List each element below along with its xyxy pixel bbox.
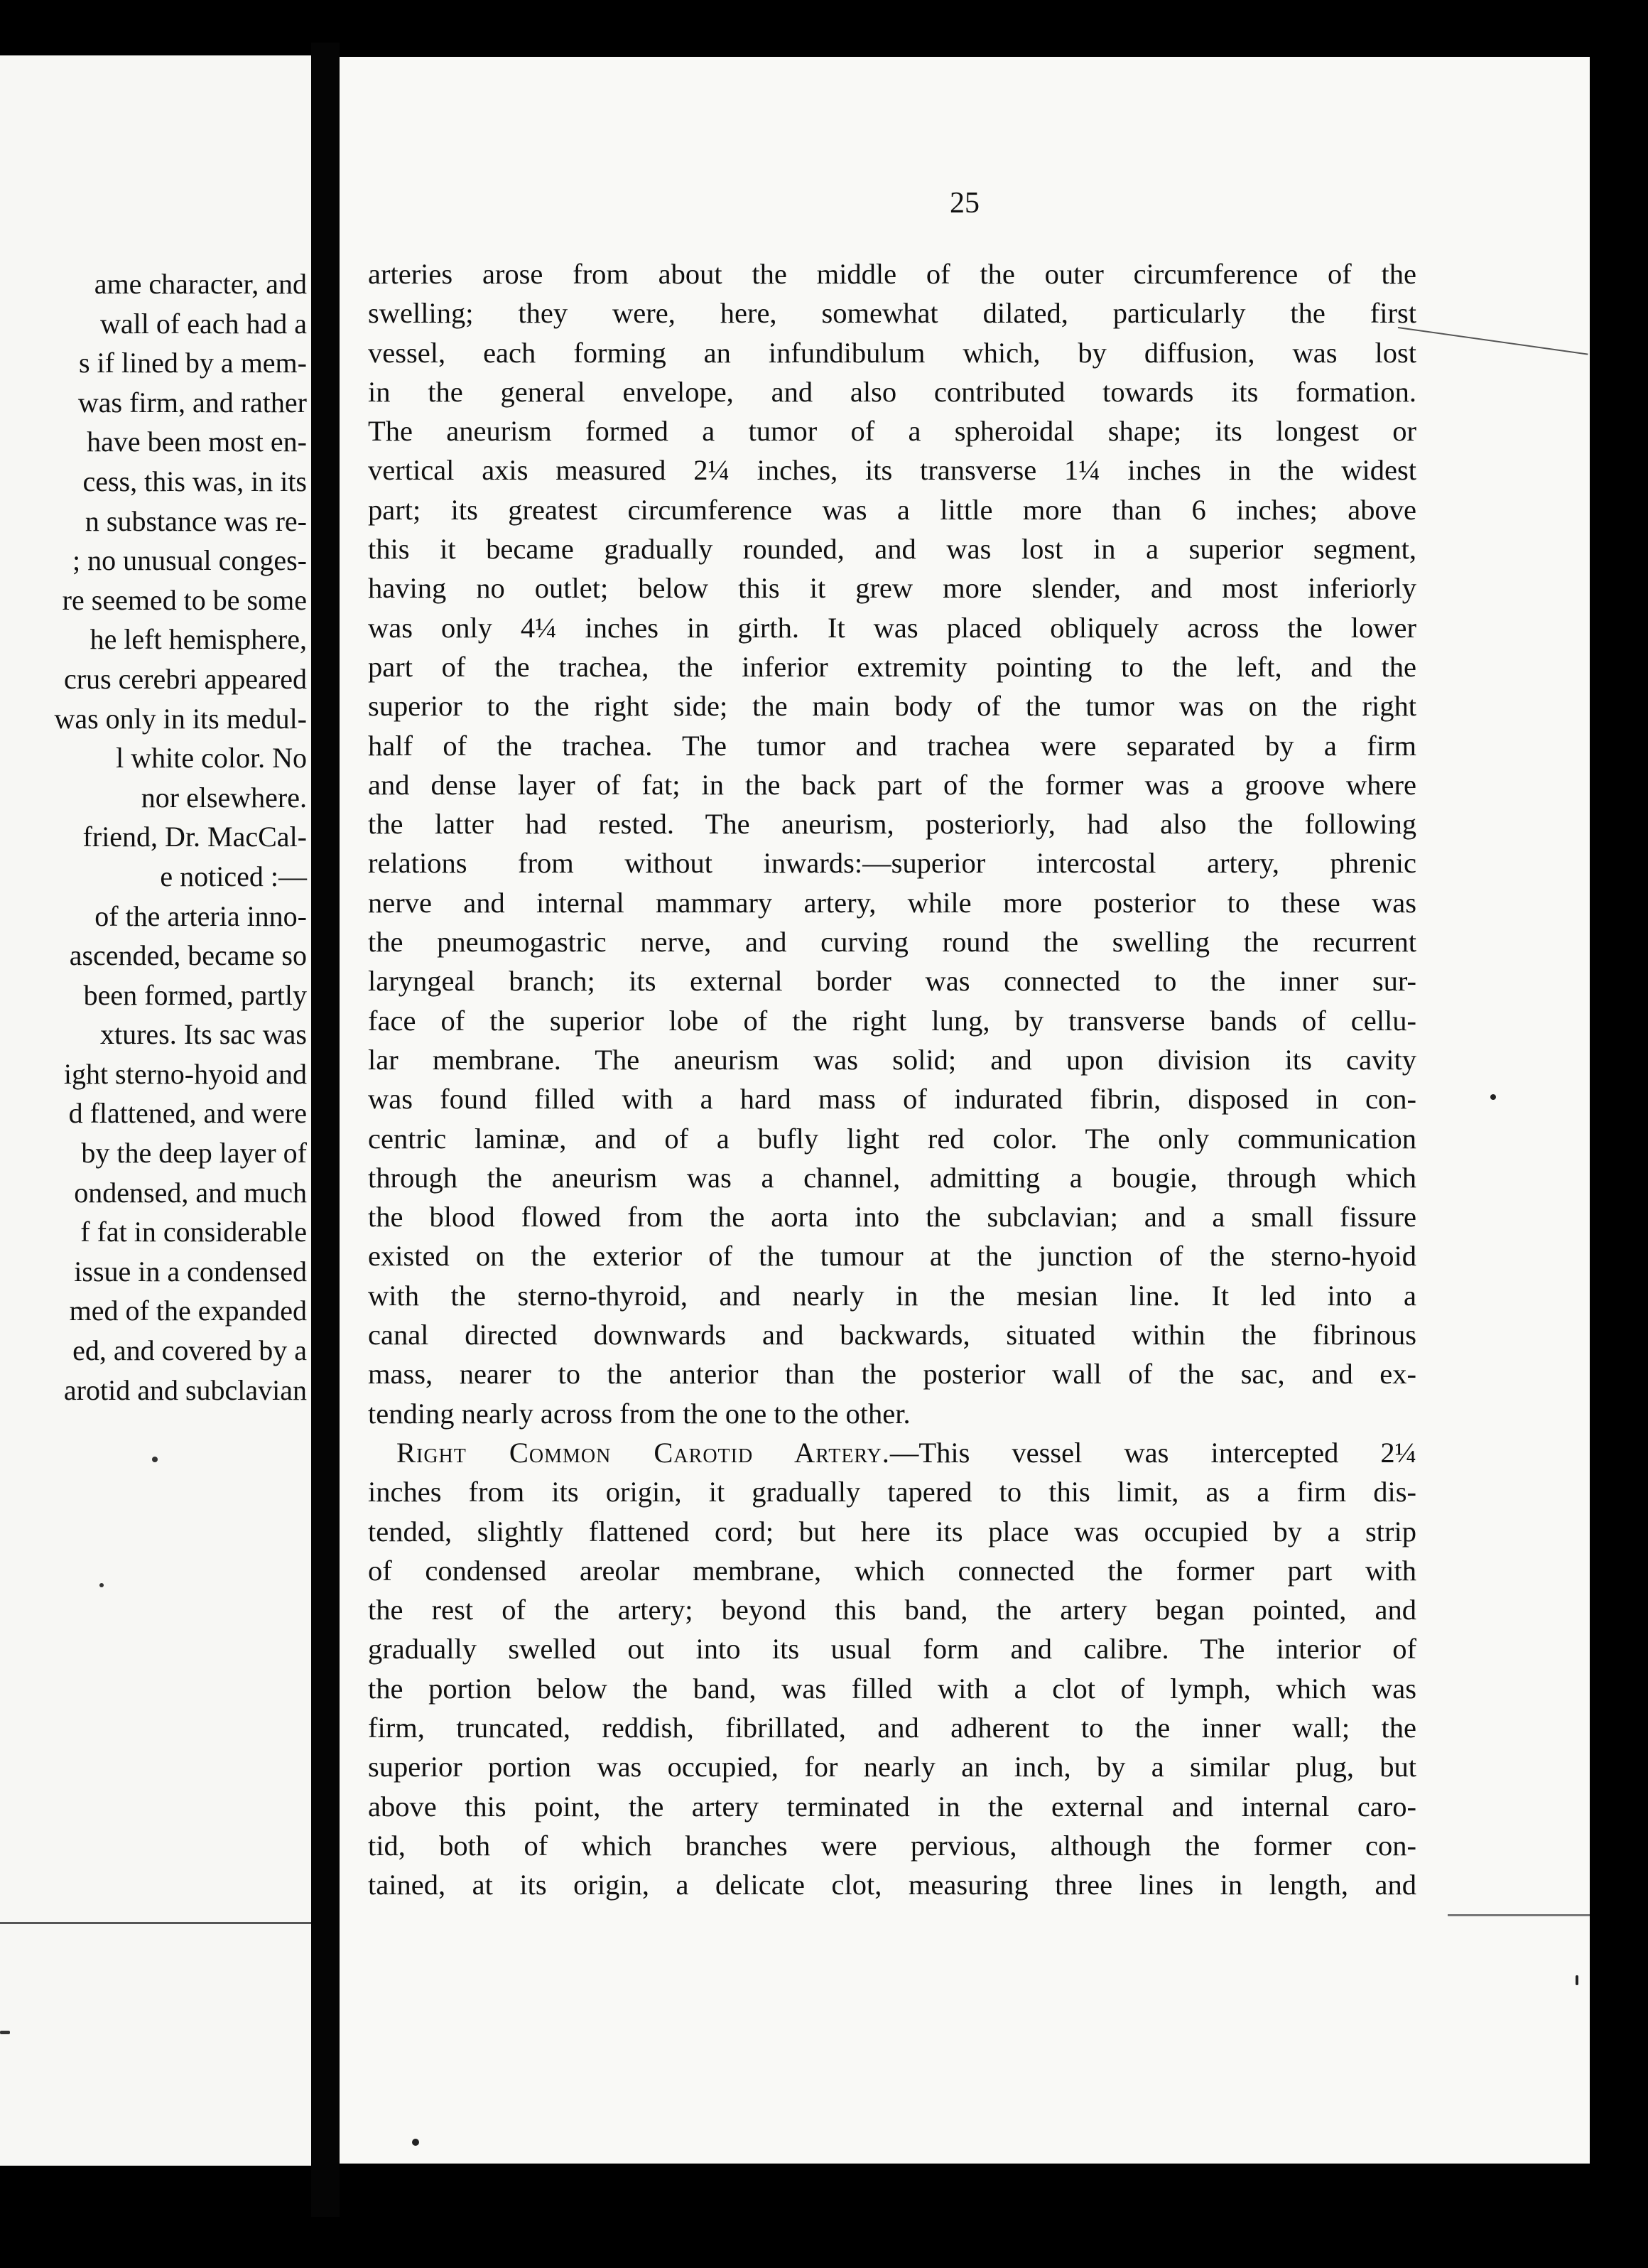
previous-page-text [0,264,311,1410]
text-line: above this point, the artery terminated in the external and internal caro- [368,1790,1416,1822]
text-line: ; no unusual conges- [72,544,307,577]
text-line: of condensed areolar membrane, which connected the former part with [368,1554,1416,1587]
page-edge-rule [1448,1914,1590,1916]
text-line: e noticed :— [160,860,307,892]
text-line: having no outlet; below this it grew more slender, and most inferiorly [368,572,1416,605]
text-line: tid, both of which branches were pervious, although the former con- [368,1829,1416,1862]
text-line: issue in a condensed [74,1255,307,1287]
ink-speck [412,2139,419,2146]
text-line: vertical axis measured 2¼ inches, its transverse 1¼ inches in the widest [368,454,1416,487]
text-line: ed, and covered by a [72,1334,307,1367]
text-line: the rest of the artery; beyond this band, the artery began pointed, and [368,1594,1416,1626]
current-page [340,57,1590,2164]
text-line: gradually swelled out into its usual form and calibre. The interior of [368,1633,1416,1665]
page-edge-rule [0,1922,311,1924]
text-line: nerve and internal mammary artery, while more posterior to these was [368,886,1416,919]
text-line: half of the trachea. The tumor and trachea were separated by a firm [368,729,1416,762]
text-line: was only 4¼ inches in girth. It was placed obliquely across the lower [368,611,1416,644]
text-line: xtures. Its sac was [99,1018,307,1051]
text-line: tained, at its origin, a delicate clot, measuring three lines in length, and [368,1869,1416,1901]
text-line: The aneurism formed a tumor of a spheroidal shape; its longest or [368,415,1416,448]
page-body-text [368,254,1416,1904]
page-number: 25 [950,187,980,220]
text-line: ight sterno-hyoid and [63,1057,307,1090]
scan-border [0,2217,1648,2268]
text-line: laryngeal branch; its external border was connected to the inner sur- [368,965,1416,998]
text-line: face of the superior lobe of the right lung, by transverse bands of cellu- [368,1004,1416,1037]
text-line: ame character, and [94,268,307,300]
text-line: firm, truncated, reddish, fibrillated, and adherent to the inner wall; the [368,1711,1416,1744]
text-line: med of the expanded [69,1295,307,1327]
text-line: the blood flowed from the aorta into the subclavian; and a small fissure [368,1201,1416,1233]
text-line: the latter had rested. The aneurism, posteriorly, had also the following [368,808,1416,841]
text-line: n substance was re- [85,504,307,537]
text-line: and dense layer of fat; in the back part of the former was a groove where [368,768,1416,801]
text-line: arteries arose from about the middle of the outer circumference of the [368,258,1416,290]
text-line: arotid and subclavian [63,1373,307,1406]
section-heading: Right Common Carotid Artery. [396,1436,890,1469]
text-line: friend, Dr. MacCal- [82,821,307,853]
text-line: existed on the exterior of the tumour at the junction of the sterno-hyoid [368,1240,1416,1273]
text-line: was found filled with a hard mass of indurated fibrin, disposed in con- [368,1083,1416,1116]
text-line: s if lined by a mem- [78,347,307,379]
ink-speck [1490,1094,1496,1100]
text-line: cess, this was, in its [82,465,307,497]
text-line: was only in its medul- [54,702,307,735]
text-line: crus cerebri appeared [64,662,307,695]
text-line: part of the trachea, the inferior extremity pointing to the left, and the [368,650,1416,683]
text-line: canal directed downwards and backwards, situated within the fibrinous [368,1319,1416,1351]
text-line: tended, slightly flattened cord; but here its place was occupied by a strip [368,1515,1416,1548]
ink-speck [1576,1975,1578,1985]
text-line: inches from its origin, it gradually tapered to this limit, as a firm dis- [368,1476,1416,1508]
text-line: of the arteria inno- [94,900,307,932]
text-line: been formed, partly [83,978,307,1011]
binding-gutter [311,43,340,2217]
text-line: swelling; they were, here, somewhat dilated, particularly the first [368,297,1416,330]
text-line: he left hemisphere, [90,623,307,656]
text-line: mass, nearer to the anterior than the posterior wall of the sac, and ex- [368,1358,1416,1390]
text-line: by the deep layer of [81,1137,307,1170]
text-line: ondensed, and much [74,1176,307,1209]
text-line: part; its greatest circumference was a little more than 6 inches; above [368,493,1416,526]
text-line: this it became gradually rounded, and was lost in a superior segment, [368,533,1416,566]
text-line: the portion below the band, was filled with a clot of lymph, which was [368,1672,1416,1705]
section-first-line [368,1433,1416,1472]
text-line: superior to the right side; the main body of the tumor was on the right [368,690,1416,723]
text-line: tending nearly across from the one to the other. [368,1397,911,1430]
text-line: through the aneurism was a channel, admitting a bougie, through which [368,1161,1416,1194]
ink-speck [0,2031,10,2034]
text-line: was firm, and rather [77,386,307,418]
text-line: re seemed to be some [62,583,307,616]
text-line: nor elsewhere. [141,781,307,814]
text-line: centric laminæ, and of a bufly light red color. The only communication [368,1122,1416,1155]
text-line: in the general envelope, and also contributed towards its formation. [368,375,1416,408]
text-line: superior portion was occupied, for nearly an inch, by a similar plug, but [368,1751,1416,1783]
section-heading-continuation: —This vessel was intercepted 2¼ [889,1436,1416,1469]
text-line: vessel, each forming an infundibulum which, by diffusion, was lost [368,336,1416,369]
ink-speck [99,1583,104,1587]
text-line: wall of each had a [100,307,307,340]
text-line: l white color. No [116,742,307,774]
stray-mark [1398,327,1588,355]
text-line: lar membrane. The aneurism was solid; and upon division its cavity [368,1043,1416,1076]
text-line: have been most en- [87,426,307,458]
text-line: with the sterno-thyroid, and nearly in the mesian line. It led into a [368,1279,1416,1312]
ink-speck [152,1457,158,1462]
previous-page-fragment [0,55,311,2166]
text-line: f fat in considerable [80,1216,307,1248]
text-line: the pneumogastric nerve, and curving round the swelling the recurrent [368,926,1416,958]
text-line: ascended, became so [69,939,307,972]
text-line: d flattened, and were [68,1097,307,1130]
text-line: relations from without inwards:—superior intercostal artery, phrenic [368,847,1416,880]
